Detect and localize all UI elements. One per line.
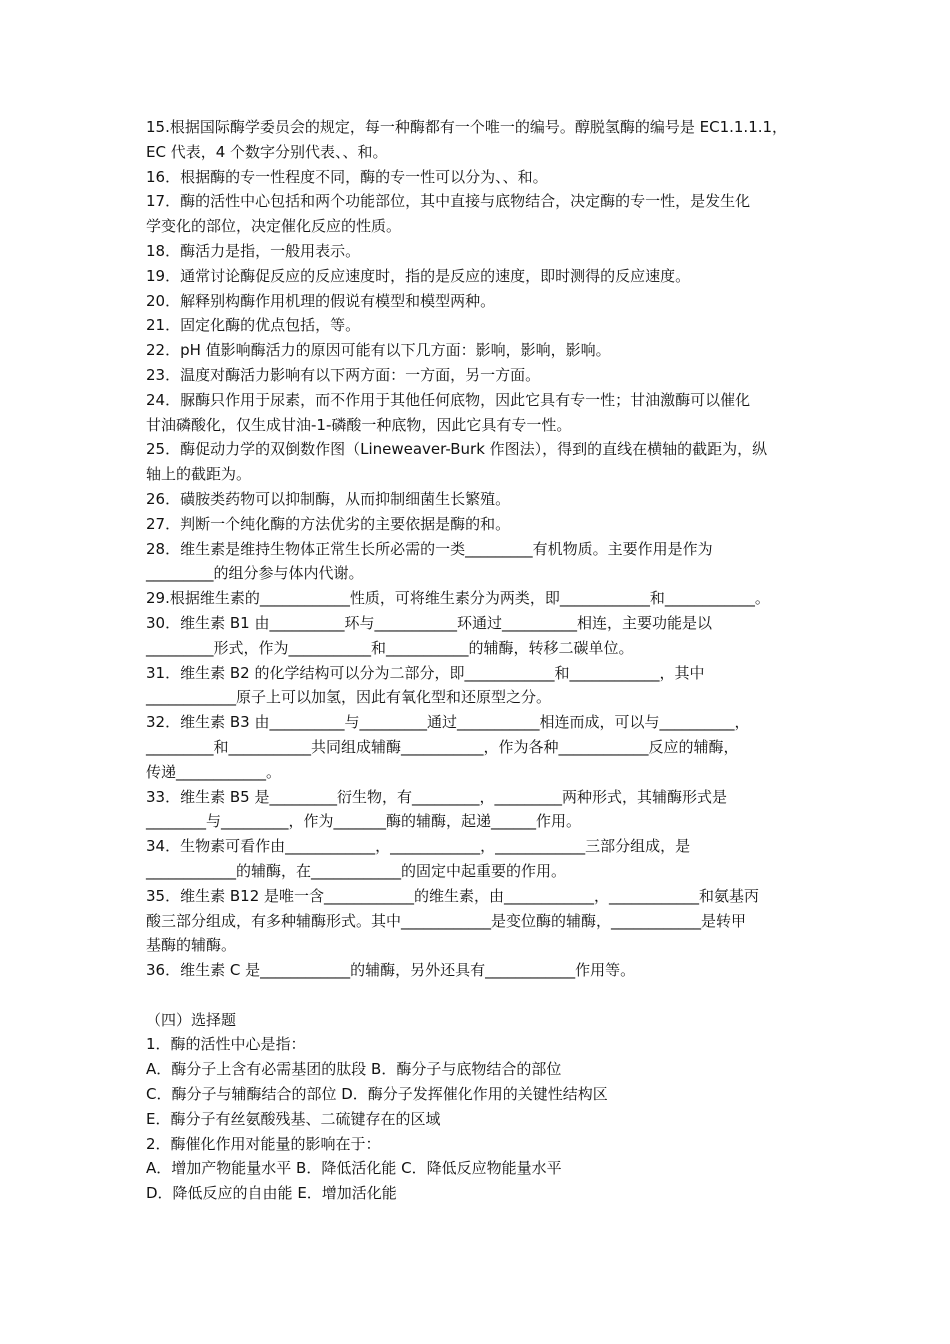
question-line: 1．酶的活性中心是指：: [146, 1035, 306, 1054]
text-line: 15.根据国际酶学委员会的规定，每一种酶都有一个唯一的编号。醇脱氢酶的编号是 EC1.1.1.1，: [146, 118, 788, 136]
question-line: 2．酶催化作用对能量的影响在于：: [146, 1134, 381, 1153]
option-line: A．增加产物能量水平 B．降低活化能 C．降低反应物能量水平: [146, 1159, 562, 1178]
text-line: ________与_________，作为_______酶的辅酶，起递______作用。: [146, 812, 582, 831]
text-line: EC 代表，4 个数字分别代表、、和。: [146, 142, 388, 161]
text-line: ____________原子上可以加氢，因此有氧化型和还原型之分。: [146, 688, 552, 707]
text-line: ____________的辅酶，在____________的固定中起重要的作用。: [146, 861, 567, 880]
text-line: 18．酶活力是指，一般用表示。: [146, 241, 361, 260]
text-line: 34．生物素可看作由____________，____________，____________三部分组成，是: [146, 837, 691, 856]
text-line: 31．维生素 B2 的化学结构可以分为二部分，即____________和____________，其中: [146, 663, 705, 682]
text-line: 25．酶促动力学的双倒数作图（Lineweaver-Burk 作图法），得到的直线在横轴的截距为，纵: [146, 440, 768, 459]
text-line: 基酶的辅酶。: [146, 936, 237, 955]
text-line: 甘油磷酸化，仅生成甘油-1-磷酸一种底物，因此它具有专一性。: [146, 415, 572, 434]
text-line: 22．pH 值影响酶活力的原因可能有以下几方面：影响，影响，影响。: [146, 341, 611, 360]
text-line: 36．维生素 C 是____________的辅酶，另外还具有____________作用等。: [146, 961, 636, 980]
section-title: （四）选择题: [146, 1010, 237, 1029]
text-line: 19．通常讨论酶促反应的反应速度时，指的是反应的速度，即时测得的反应速度。: [146, 266, 691, 285]
text-line: 29.根据维生素的____________性质，可将维生素分为两类，即____________和____________。: [146, 589, 770, 608]
text-line: _________和___________共同组成辅酶___________，作为各种____________反应的辅酶，: [146, 737, 739, 756]
text-line: 24．脲酶只作用于尿素，而不作用于其他任何底物，因此它具有专一性；甘油激酶可以催化: [146, 390, 751, 409]
text-line: 20．解释别构酶作用机理的假说有模型和模型两种。: [146, 291, 496, 310]
text-line: 酸三部分组成，有多种辅酶形式。其中____________是变位酶的辅酶，____________是转甲: [146, 911, 747, 930]
text-line: 33．维生素 B5 是_________衍生物，有_________，_________两种形式，其辅酶形式是: [146, 787, 727, 806]
text-line: 学变化的部位，决定催化反应的性质。: [146, 217, 402, 236]
option-line: D．降低反应的自由能 E．增加活化能: [146, 1184, 397, 1203]
text-line: 32．维生素 B3 由__________与_________通过___________相连而成，可以与__________，: [146, 713, 750, 732]
text-line: 27．判断一个纯化酶的方法优劣的主要依据是酶的和。: [146, 514, 511, 533]
option-line: E．酶分子有丝氨酸残基、二硫键存在的区域: [146, 1109, 441, 1128]
text-line: 21．固定化酶的优点包括，等。: [146, 316, 361, 335]
text-line: 轴上的截距为。: [146, 465, 252, 484]
text-line: 16．根据酶的专一性程度不同，酶的专一性可以分为、、和。: [146, 167, 548, 186]
text-line: 30．维生素 B1 由__________环与___________环通过__________相连，主要功能是以: [146, 613, 712, 632]
text-line: 28．维生素是维持生物体正常生长所必需的一类_________有机物质。主要作用是作为: [146, 539, 713, 558]
text-line: _________的组分参与体内代谢。: [146, 564, 364, 583]
text-line: 传递____________。: [146, 762, 282, 781]
text-line: 23．温度对酶活力影响有以下两方面：一方面，另一方面。: [146, 365, 541, 384]
text-line: 17．酶的活性中心包括和两个功能部位，其中直接与底物结合，决定酶的专一性，是发生化: [146, 192, 751, 211]
document-body: [146, 115, 814, 1206]
text-line: 26．磺胺类药物可以抑制酶，从而抑制细菌生长繁殖。: [146, 489, 511, 508]
section-spacer: [146, 983, 814, 1008]
text-line: 35．维生素 B12 是唯一含____________的维生素，由____________，____________和氨基丙: [146, 886, 760, 905]
option-line: C．酶分子与辅酶结合的部位 D．酶分子发挥催化作用的关键性结构区: [146, 1085, 608, 1104]
option-line: A．酶分子上含有必需基团的肽段 B．酶分子与底物结合的部位: [146, 1060, 562, 1079]
text-line: _________形式，作为___________和___________的辅酶，转移二碳单位。: [146, 638, 634, 657]
